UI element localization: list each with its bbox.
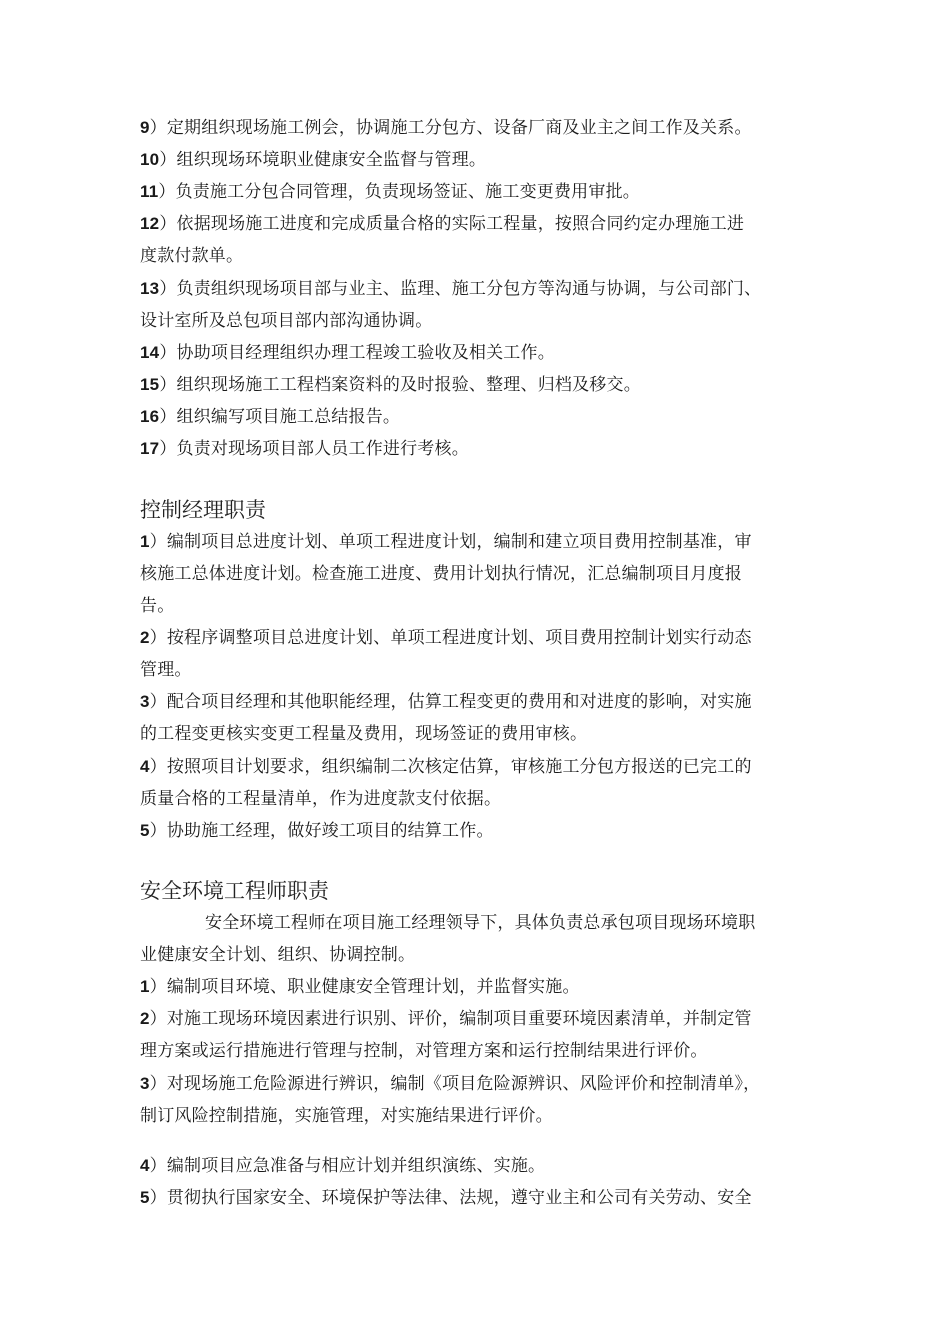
list-item-2 bbox=[140, 627, 752, 649]
item-text: ）配合项目经理和其他职能经理，估算工程变更的费用和对进度的影响，对实施 bbox=[149, 692, 752, 712]
item-text: ）协助项目经理组织办理工程竣工验收及相关工作。 bbox=[159, 343, 555, 363]
item-text: 质量合格的工程量清单，作为进度款支付依据。 bbox=[140, 789, 502, 809]
item-number: 3 bbox=[140, 692, 150, 711]
item-text: 设计室所及总包项目部内部沟通协调。 bbox=[140, 311, 433, 331]
item-text: 的工程变更核实变更工程量及费用，现场签证的费用审核。 bbox=[140, 724, 588, 744]
list-item-13-cont bbox=[140, 310, 432, 332]
item-text: ）负责施工分包合同管理，负责现场签证、施工变更费用审批。 bbox=[158, 182, 640, 202]
item-number: 5 bbox=[140, 821, 150, 840]
item-text: ）负责组织现场项目部与业主、监理、施工分包方等沟通与协调，与公司部门、 bbox=[159, 279, 762, 299]
item-text: 理方案或运行措施进行管理与控制，对管理方案和运行控制结果进行评价。 bbox=[140, 1041, 708, 1061]
item-text: ）按照项目计划要求，组织编制二次核定估算，审核施工分包方报送的已完工的 bbox=[149, 757, 752, 777]
intro-paragraph bbox=[205, 912, 755, 934]
list-item-16 bbox=[140, 406, 400, 428]
item-text: ）定期组织现场施工例会，协调施工分包方、设备厂商及业主之间工作及关系。 bbox=[149, 118, 752, 138]
intro-paragraph-cont bbox=[140, 944, 415, 966]
list-item-3 bbox=[140, 1073, 760, 1095]
item-number: 1 bbox=[140, 532, 150, 551]
item-number: 12 bbox=[140, 214, 160, 233]
list-item-5 bbox=[140, 1187, 752, 1209]
intro-text: 安全环境工程师在项目施工经理领导下，具体负责总承包项目现场环境职 bbox=[205, 913, 756, 933]
list-item-13 bbox=[140, 278, 761, 300]
list-item-12 bbox=[140, 213, 744, 235]
item-number: 11 bbox=[140, 182, 159, 201]
section-heading-control-manager: 控制经理职责 bbox=[140, 498, 266, 522]
item-number: 4 bbox=[140, 757, 150, 776]
item-number: 2 bbox=[140, 628, 150, 647]
list-item-17 bbox=[140, 438, 469, 460]
item-text: ）协助施工经理，做好竣工项目的结算工作。 bbox=[149, 821, 494, 841]
item-text: ）对现场施工危险源进行辨识，编制《项目危险源辨识、风险评价和控制清单》， bbox=[149, 1074, 761, 1094]
intro-text: 业健康安全计划、组织、协调控制。 bbox=[140, 945, 416, 965]
item-text: 度款付款单。 bbox=[140, 246, 244, 266]
list-item-2-cont bbox=[140, 1040, 708, 1062]
list-item-15 bbox=[140, 374, 641, 396]
item-text: ）编制项目应急准备与相应计划并组织演练、实施。 bbox=[149, 1156, 546, 1176]
item-number: 13 bbox=[140, 279, 160, 298]
item-number: 17 bbox=[140, 439, 160, 458]
item-text: ）组织现场施工工程档案资料的及时报验、整理、归档及移交。 bbox=[159, 375, 641, 395]
item-number: 5 bbox=[140, 1188, 150, 1207]
item-number: 16 bbox=[140, 407, 160, 426]
item-number: 9 bbox=[140, 118, 150, 137]
item-number: 4 bbox=[140, 1156, 150, 1175]
list-item-1-cont bbox=[140, 595, 174, 617]
item-text: 制订风险控制措施，实施管理，对实施结果进行评价。 bbox=[140, 1106, 553, 1126]
item-number: 2 bbox=[140, 1009, 150, 1028]
list-item-3-cont bbox=[140, 723, 587, 745]
item-text: ）负责对现场项目部人员工作进行考核。 bbox=[159, 439, 469, 459]
item-text: 告。 bbox=[140, 596, 175, 616]
item-text: ）对施工现场环境因素进行识别、评价，编制项目重要环境因素清单，并制定管 bbox=[149, 1009, 752, 1029]
list-item-4 bbox=[140, 1155, 545, 1177]
item-number: 3 bbox=[140, 1074, 150, 1093]
item-text: ）编制项目环境、职业健康安全管理计划，并监督实施。 bbox=[149, 977, 580, 997]
list-item-2-cont bbox=[140, 659, 192, 681]
item-number: 10 bbox=[140, 150, 160, 169]
item-number: 15 bbox=[140, 375, 160, 394]
list-item-9 bbox=[140, 117, 752, 139]
item-text: 核施工总体进度计划。检查施工进度、费用计划执行情况，汇总编制项目月度报 bbox=[140, 564, 742, 584]
item-number: 1 bbox=[140, 977, 150, 996]
item-text: ）组织现场环境职业健康安全监督与管理。 bbox=[159, 150, 487, 170]
item-text: ）依据现场施工进度和完成质量合格的实际工程量，按照合同约定办理施工进 bbox=[159, 214, 745, 234]
list-item-11 bbox=[140, 181, 640, 203]
item-text: 管理。 bbox=[140, 660, 192, 680]
list-item-12-cont bbox=[140, 245, 243, 267]
item-number: 14 bbox=[140, 343, 160, 362]
item-text: ）编制项目总进度计划、单项工程进度计划，编制和建立项目费用控制基准，审 bbox=[149, 532, 752, 552]
list-item-14 bbox=[140, 342, 555, 364]
section-heading-safety-engineer: 安全环境工程师职责 bbox=[140, 879, 329, 903]
item-text: ）组织编写项目施工总结报告。 bbox=[159, 407, 401, 427]
item-text: ）贯彻执行国家安全、环境保护等法律、法规，遵守业主和公司有关劳动、安全 bbox=[149, 1188, 752, 1208]
list-item-10 bbox=[140, 149, 486, 171]
list-item-1-cont bbox=[140, 563, 742, 585]
list-item-3 bbox=[140, 691, 752, 713]
list-item-4-cont bbox=[140, 788, 501, 810]
list-item-1 bbox=[140, 531, 752, 553]
list-item-2 bbox=[140, 1008, 752, 1030]
list-item-3-cont bbox=[140, 1105, 553, 1127]
list-item-4 bbox=[140, 756, 752, 778]
item-text: ）按程序调整项目总进度计划、单项工程进度计划、项目费用控制计划实行动态 bbox=[149, 628, 752, 648]
list-item-5 bbox=[140, 820, 494, 842]
list-item-1 bbox=[140, 976, 580, 998]
